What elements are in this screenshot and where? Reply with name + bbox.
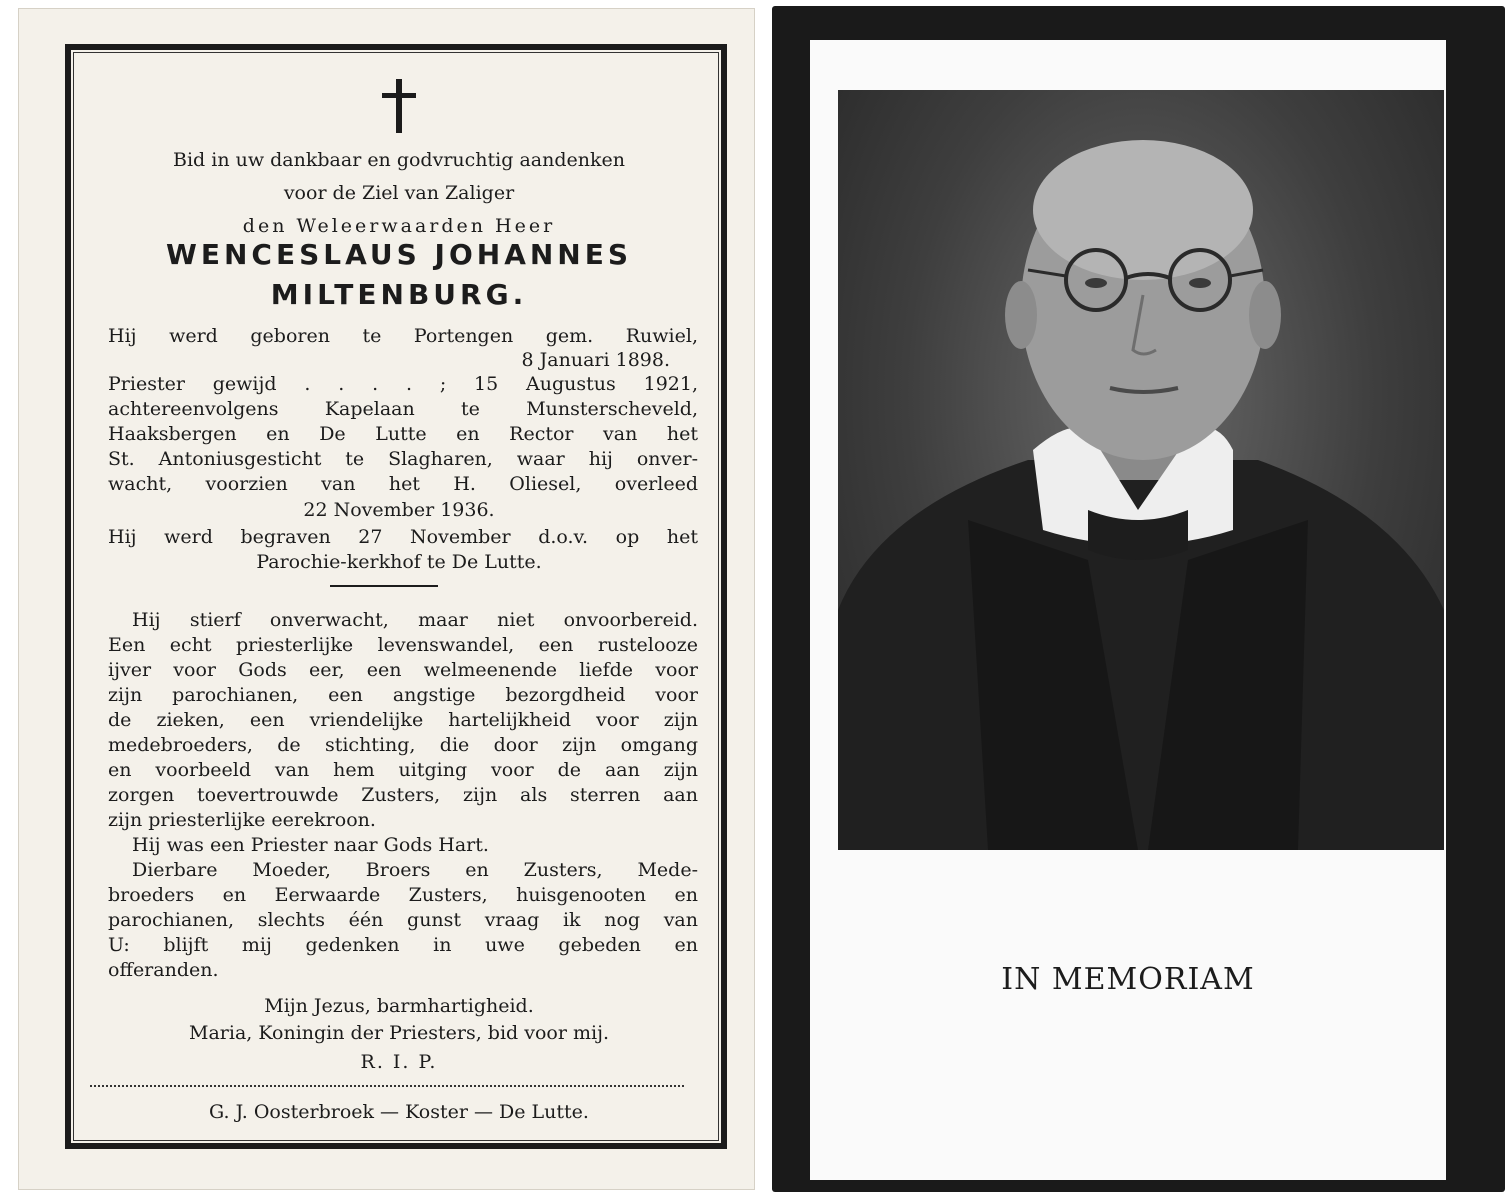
- career-line-2: Haaksbergen en De Lutte en Rector van het: [108, 423, 698, 445]
- prayer-jesus: Mijn Jezus, barmhartigheid.: [264, 995, 534, 1017]
- printer-credit: G. J. Oosterbroek — Koster — De Lutte.: [209, 1101, 589, 1123]
- eulogy-line: ijver voor Gods eer, een welmeenende liefde voor: [108, 659, 698, 681]
- prayer-line-2: voor de Ziel van Zaliger: [283, 182, 515, 204]
- eulogy-line: Dierbare Moeder, Broers en Zusters, Mede-: [132, 859, 698, 881]
- burial-line-2: Parochie-kerkhof te De Lutte.: [256, 551, 542, 573]
- eulogy-line: Hij stierf onverwacht, maar niet onvoorbereid.: [132, 609, 698, 631]
- birth-line: Hij werd geboren te Portengen gem. Ruwiel,: [108, 325, 698, 347]
- deceased-name-line-1: WENCESLAUS JOHANNES: [165, 238, 633, 271]
- rip-text: R. I. P.: [360, 1051, 438, 1073]
- eulogy-line: offeranden.: [108, 959, 219, 981]
- eulogy-line: zorgen toevertrouwde Zusters, zijn als sterren aan: [108, 784, 698, 806]
- burial-line-1: Hij werd begraven 27 November d.o.v. op het: [108, 526, 698, 548]
- priest-portrait-photo: [838, 90, 1444, 850]
- eulogy-line: Hij was een Priester naar Gods Hart.: [132, 834, 489, 856]
- inner-border: [73, 52, 719, 1141]
- eulogy-line: Een echt priesterlijke levenswandel, een rustelooze: [108, 634, 698, 656]
- career-line-3: St. Antoniusgesticht te Slagharen, waar hij onver-: [108, 448, 698, 470]
- career-line-4: wacht, voorzien van het H. Oliesel, overleed: [108, 473, 698, 495]
- dotted-separator: [90, 1085, 684, 1087]
- prayer-line-1: Bid in uw dankbaar en godvruchtig aandenken: [173, 149, 625, 171]
- eulogy-line: medebroeders, de stichting, die door zijn omgang: [108, 734, 698, 756]
- white-panel: [810, 40, 1446, 1180]
- prayer-maria: Maria, Koningin der Priesters, bid voor mij.: [189, 1022, 609, 1044]
- ordination-line: Priester gewijd . . . . ; 15 Augustus 1921,: [108, 373, 698, 395]
- eulogy-line: broeders en Eerwaarde Zusters, huisgenooten en: [108, 884, 698, 906]
- eulogy-line: en voorbeeld van hem uitging voor de aan zijn: [108, 759, 698, 781]
- eulogy-line: de zieken, een vriendelijke hartelijkheid voor zijn: [108, 709, 698, 731]
- career-line-1: achtereenvolgens Kapelaan te Munsterscheveld,: [108, 398, 698, 420]
- birth-date: 8 Januari 1898.: [521, 349, 670, 371]
- memorial-card-text-side: [18, 8, 755, 1190]
- separator-line: [330, 585, 438, 587]
- title-line: den Weleerwaarden Heer: [242, 215, 556, 237]
- black-border-frame: [65, 44, 727, 1149]
- eulogy-line: parochianen, slechts één gunst vraag ik nog van: [108, 909, 698, 931]
- eulogy-line: U: blijft mij gedenken in uwe gebeden en: [108, 934, 698, 956]
- eulogy-line: zijn parochianen, een angstige bezorgdheid voor: [108, 684, 698, 706]
- death-date: 22 November 1936.: [303, 499, 495, 521]
- deceased-name-line-2: MILTENBURG.: [270, 278, 528, 311]
- memorial-card-photo-side: [772, 6, 1505, 1192]
- in-memoriam-caption: IN MEMORIAM: [1001, 962, 1255, 997]
- eulogy-line: zijn priesterlijke eerekroon.: [108, 809, 376, 831]
- cross-icon: [382, 79, 416, 133]
